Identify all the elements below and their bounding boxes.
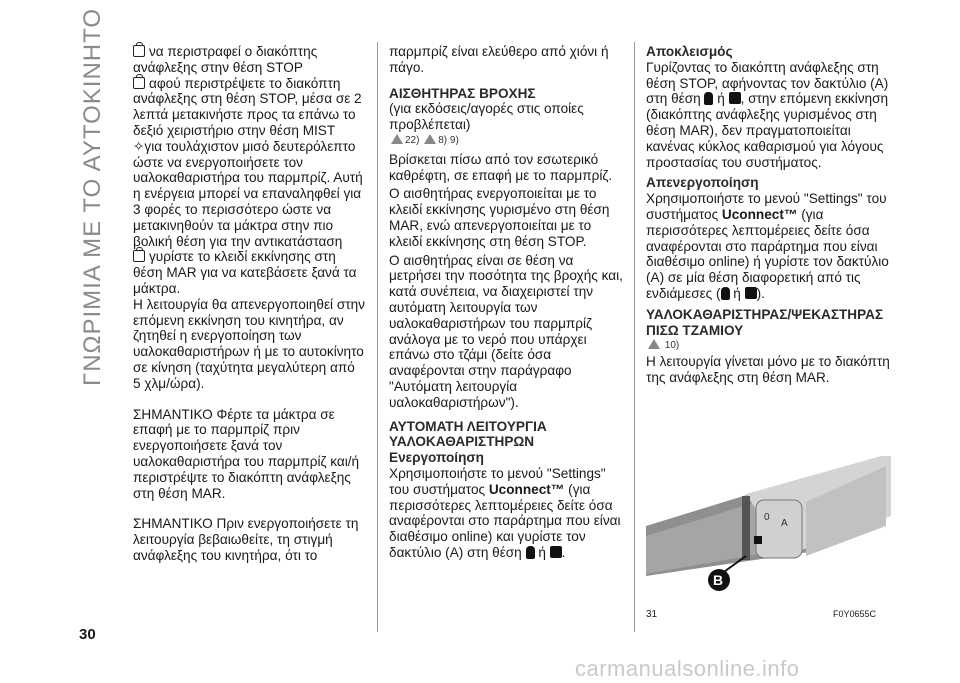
wiper-stalk-figure xyxy=(646,456,891,606)
svg-text:A: A xyxy=(781,518,788,529)
paragraph: παρμπρίζ είναι ελεύθερο από χιόνι ή πάγο. xyxy=(389,44,609,75)
auto-position-icon xyxy=(745,287,757,299)
auto-position-icon xyxy=(729,92,741,104)
lock-icon xyxy=(133,77,145,89)
paragraph: Γυρίζοντας το διακόπτη ανάφλεξης στη θέση STOP, αφήνοντας τον δακτύλιο (A) στη θέση ή , στην επόμενη εκκίνηση (διακόπτης ανάφλεξης γυρισμένος στη θέση MAR), δεν πραγματοποιείται κανένας κύκλος καθαρισμού για λόγους προστασίας του συστήματος. xyxy=(646,59,889,170)
figure-code: F0Y0655C xyxy=(833,609,877,619)
warning-icon xyxy=(391,134,403,144)
column-3 xyxy=(646,44,891,386)
heading: Απενεργοποίηση xyxy=(646,175,759,191)
subheading: (για εκδόσεις/αγορές στις οποίες προβλέπεται) xyxy=(389,101,584,133)
column-divider xyxy=(377,42,378,632)
figure-label-b: B xyxy=(713,572,724,588)
references: 22) 8) 9) xyxy=(389,133,625,149)
page-number: 30 xyxy=(79,626,96,643)
heading: Αποκλεισμός xyxy=(646,44,733,59)
warning-icon xyxy=(648,339,660,349)
paragraph: ΣΗΜΑΝΤΙΚΟ Πριν ενεργοποιήσετε τη λειτουργία βεβαιωθείτε, τη στιγμή ανάφλεξης του κινητήρα, ότι το xyxy=(133,516,359,563)
column-divider xyxy=(634,42,635,632)
heading: ΑΙΣΘΗΤΗΡΑΣ ΒΡΟΧΗΣ xyxy=(389,85,536,101)
references: 10) xyxy=(646,338,891,354)
auto-position-icon xyxy=(526,546,535,559)
heading: ΥΑΛΟΚΑΘΑΡΙΣΤΗΡΑΣ/ΨΕΚΑΣΤΗΡΑΣ ΠΙΣΩ ΤΖΑΜΙΟΥ xyxy=(646,306,884,338)
heading: ΑΥΤΟΜΑΤΗ ΛΕΙΤΟΥΡΓΙΑ ΥΑΛΟΚΑΘΑΡΙΣΤΗΡΩΝ xyxy=(389,418,547,450)
warning-icon xyxy=(424,134,436,144)
subheading: Ενεργοποίηση xyxy=(389,450,484,466)
watermark: carmanualsonline.info xyxy=(575,656,800,681)
auto-position-icon xyxy=(721,287,730,300)
mist-icon: ✧ xyxy=(133,138,145,154)
column-2 xyxy=(389,44,625,561)
auto-position-icon xyxy=(704,92,713,105)
section-title: ΓΝΩΡΙΜΙΑ ΜΕ ΤΟ ΑΥΤΟΚΙΝΗΤΟ xyxy=(79,7,106,386)
paragraph: Η λειτουργία γίνεται μόνο με το διακόπτη της ανάφλεξης στη θέση MAR. xyxy=(646,354,890,385)
column-1: να περιστραφεί ο διακόπτης ανάφλεξης στην θέση STOP αφού περιστρέψετε το διακόπτη ανάφλεξης στη θέση STOP, μέσα σε 2 λεπτά μετακινήστε προς τα επάνω το δεξιό χειριστήριο στην θέση MIST ✧για τουλάχιστον μισό δευτερόλεπτο ώστε να ενεργοποιήσετε τον υαλοκαθαριστήρα του παρμπρίζ. Αυτή η ενέργεια μπορεί να επαναληφθεί για 3 φορές το περισσότερο ώστε να μετακινηθούν τα μάκτρα στην πιο βολική θέση για την αντικατάσταση γυρίστε το κλειδί εκκίνησης στη θέση MAR για να κατεβάσετε ξανά τα μάκτρα. Η λειτουργία θα απενεργοποιηθεί στην επόμενη εκκίνηση του κινητήρα, αν ζητηθεί η ενεργοποίηση των υαλοκαθαριστήρων ή με το αυτοκίνητο σε κίνηση (ταχύτητα μεγαλύτερη από 5 χλμ/ώρα). ΣΗΜΑΝΤΙΚΟ Φέρτε τα μάκτρα σε επαφή με το παρμπρίζ πριν ενεργοποιήσετε ξανά τον υαλοκαθαριστήρα του παρμπρίζ και/ή περιστρέψτε το διακόπτη ανάφλεξης στη θέση MAR. ΣΗΜΑΝΤΙΚΟ Πριν ενεργοποιήσετε τη λειτουργία βεβαιωθείτε, τη στιγμή ανάφλεξης του κινητήρα, ότι το xyxy=(133,44,365,563)
paragraph: Η λειτουργία θα απενεργοποιηθεί στην επόμενη εκκίνηση του κινητήρα, αν ζητηθεί η ενεργοποίηση των υαλοκαθαριστήρων ή με το αυτοκίνητο σε κίνηση (ταχύτητα μεγαλύτερη από 5 χλμ/ώρα). xyxy=(133,296,365,391)
paragraph: Ο αισθητήρας είναι σε θέση να μετρήσει την ποσότητα της βροχής και, κατά συνέπεια, να διαχειριστεί την αυτόματη λειτουργία των υαλοκαθαριστήρων του παρμπρίζ ανάλογα με το νερό που υπάρχει επάνω στο τζάμι (δείτε όσα αναφέρονται στην παράγραφο "Αυτόματη λειτουργία υαλοκαθαριστήρων"). xyxy=(389,252,623,410)
paragraph: Ο αισθητήρας ενεργοποιείται με το κλειδί εκκίνησης γυρισμένο στη θέση MAR, ενώ απενεργοποιείται με το κλειδί εκκίνησης στη θέση STOP. xyxy=(389,186,610,249)
paragraph: Χρησιμοποιήστε το μενού "Settings" του συστήματος Uconnect™ (για περισσότερες λεπτομέρειες δείτε όσα αναφέρονται στο παράρτημα που είναι διαθέσιμο online) ή γυρίστε τον δακτύλιο (A) σε μία θέση διαφορετική από τις ενδιάμεσες ( ή ). xyxy=(646,191,889,301)
svg-text:0: 0 xyxy=(764,512,770,523)
paragraph: Βρίσκεται πίσω από τον εσωτερικό καθρέφτη, σε επαφή με το παρμπρίζ. xyxy=(389,151,613,183)
wiper-stalk-illustration xyxy=(646,456,891,606)
figure-number: 31 xyxy=(646,609,658,620)
auto-position-icon xyxy=(550,546,562,558)
lock-icon xyxy=(133,45,145,57)
paragraph: ΣΗΜΑΝΤΙΚΟ Φέρτε τα μάκτρα σε επαφή με το παρμπρίζ πριν ενεργοποιήσετε ξανά τον υαλοκαθαριστήρα του παρμπρίζ και/ή περιστρέψτε το διακόπτη ανάφλεξης στη θέση MAR. xyxy=(133,406,360,501)
lock-icon xyxy=(133,250,145,262)
paragraph: Χρησιμοποιήστε το μενού "Settings" του συστήματος Uconnect™ (για περισσότερες λεπτομέρειες δείτε όσα αναφέρονται στο παράρτημα που είναι διαθέσιμο online) και γυρίστε τον δακτύλιο (A) στη θέση ή . xyxy=(389,465,621,560)
